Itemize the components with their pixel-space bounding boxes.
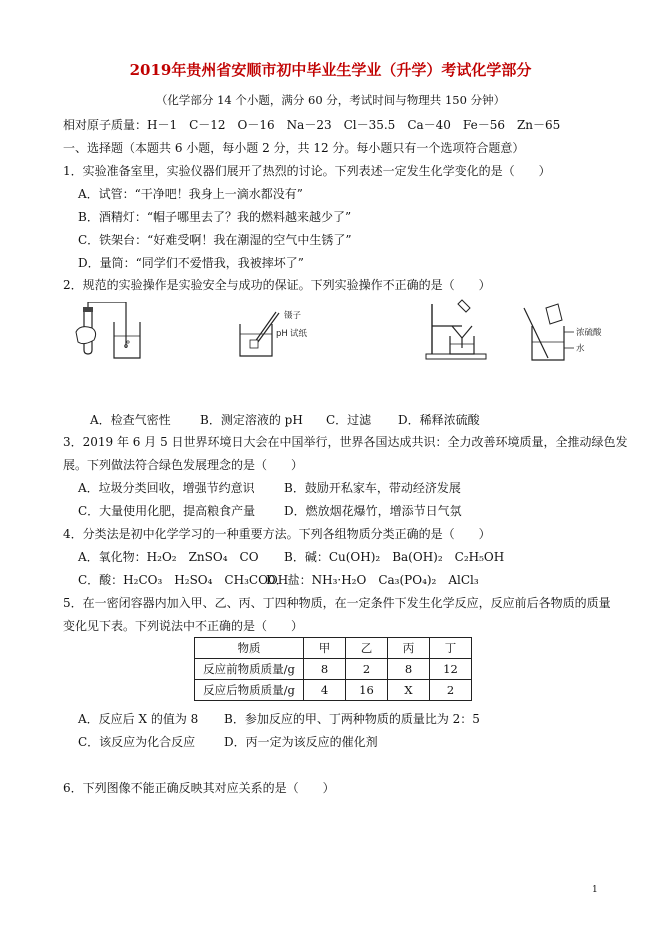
- question-6-stem: 6．下列图像不能正确反映其对应关系的是（ ）: [63, 781, 335, 795]
- question-1-option-c: C．铁架台：“好难受啊！我在潮湿的空气中生锈了”: [78, 233, 352, 247]
- label-ph: pH: [276, 329, 288, 339]
- question-2-option-d: D．稀释浓硫酸: [398, 413, 480, 427]
- question-5-option-d: D．丙一定为该反应的催化剂: [224, 735, 378, 749]
- question-2-option-c: C．过滤: [326, 413, 372, 427]
- table-cell: 反应后物质质量/g: [195, 680, 304, 701]
- question-2-stem: 2．规范的实验操作是实验安全与成功的保证。下列实验操作不正确的是（ ）: [63, 278, 491, 292]
- page-number: 1: [592, 885, 598, 895]
- question-3-option-c: C．大量使用化肥，提高粮食产量: [78, 504, 256, 518]
- table-header-cell: 乙: [346, 638, 388, 659]
- table-row: [195, 659, 472, 680]
- exam-info: （化学部分 14 个小题，满分 60 分，考试时间与物理共 150 分钟）: [155, 93, 506, 107]
- section-heading: 一、选择题（本题共 6 小题，每小题 2 分，共 12 分。每小题只有一个选项符合题意）: [63, 141, 525, 155]
- question-4-option-d: D．盐：NH₃·H₂O Ca₃(PO₄)₂ AlCl₃: [266, 573, 479, 587]
- figure-airtightness-check: [70, 302, 160, 364]
- page-title: 2019年贵州省安顺市初中毕业生学业（升学）考试化学部分: [129, 61, 532, 79]
- table-cell: 12: [430, 659, 472, 680]
- table-header-cell: 物质: [195, 638, 304, 659]
- table-cell: 4: [304, 680, 346, 701]
- question-5-option-c: C．该反应为化合反应: [78, 735, 196, 749]
- question-5-option-a: A．反应后 X 的值为 8: [78, 712, 199, 726]
- table-row: [195, 680, 472, 701]
- question-1-option-a: A．试管：“干净吧！我身上一滴水都没有”: [78, 187, 303, 201]
- question-3-stem-line2: 展。下列做法符合绿色发展理念的是（ ）: [63, 458, 304, 472]
- question-5-stem-line1: 5．在一密闭容器内加入甲、乙、丙、丁四种物质，在一定条件下发生化学反应，反应前后各物质的质量: [63, 596, 611, 610]
- atomic-mass-line: 相对原子质量：H－1 C－12 O－16 Na－23 Cl－35.5 Ca－40 Fe－56 Zn－65: [63, 118, 561, 132]
- question-4-option-b: B．碱：Cu(OH)₂ Ba(OH)₂ C₂H₅OH: [284, 550, 505, 564]
- table-header-row: [195, 638, 472, 659]
- question-1-option-b: B．酒精灯：“帽子哪里去了？我的燃料越来越少了”: [78, 210, 352, 224]
- question-4-stem: 4．分类法是初中化学学习的一种重要方法。下列各组物质分类正确的是（ ）: [63, 527, 491, 541]
- table-cell: 反应前物质质量/g: [195, 659, 304, 680]
- question-3-option-a: A．垃圾分类回收，增强节约意识: [78, 481, 255, 495]
- label-tweezers: 镊子: [284, 311, 302, 321]
- table-cell: 8: [304, 659, 346, 680]
- question-2-option-b: B．测定溶液的 pH: [200, 413, 303, 427]
- table-cell: 16: [346, 680, 388, 701]
- table-cell: X: [388, 680, 430, 701]
- figure-filtration: [422, 298, 502, 360]
- label-test-paper: 试纸: [290, 329, 308, 339]
- question-1-option-d: D．量筒：“同学们不爱惜我，我被摔坏了”: [78, 256, 304, 270]
- question-3-stem-line1: 3．2019 年 6 月 5 日世界环境日大会在中国举行，世界各国达成共识：全力改善环境质量，全推动绿色发: [63, 435, 628, 449]
- mass-change-table: [194, 637, 472, 701]
- table-header-cell: 甲: [304, 638, 346, 659]
- table-header-cell: 丙: [388, 638, 430, 659]
- question-3-option-b: B．鼓励开私家车，带动经济发展: [284, 481, 461, 495]
- table-cell: 2: [430, 680, 472, 701]
- table-header-cell: 丁: [430, 638, 472, 659]
- question-1-stem: 1．实验准备室里，实验仪器们展开了热烈的讨论。下列表述一定发生化学变化的是（ ）: [63, 164, 551, 178]
- question-5-option-b: B．参加反应的甲、丁两种物质的质量比为 2：5: [224, 712, 480, 726]
- table-cell: 8: [388, 659, 430, 680]
- figure-ph-test: [236, 302, 346, 364]
- question-5-stem-line2: 变化见下表。下列说法中不正确的是（ ）: [63, 619, 304, 633]
- question-4-option-c: C．酸：H₂CO₃ H₂SO₄ CH₃COOH: [78, 573, 289, 587]
- table-cell: 2: [346, 659, 388, 680]
- label-water: 水: [576, 344, 585, 354]
- question-3-option-d: D．燃放烟花爆竹，增添节日气氛: [284, 504, 462, 518]
- label-concentrated-acid: 浓硫酸: [576, 328, 602, 338]
- question-2-option-a: A．检查气密性: [90, 413, 171, 427]
- figure-dilute-acid: [518, 302, 628, 364]
- question-4-option-a: A．氧化物：H₂O₂ ZnSO₄ CO: [78, 550, 259, 564]
- question-2-figures: [70, 302, 630, 364]
